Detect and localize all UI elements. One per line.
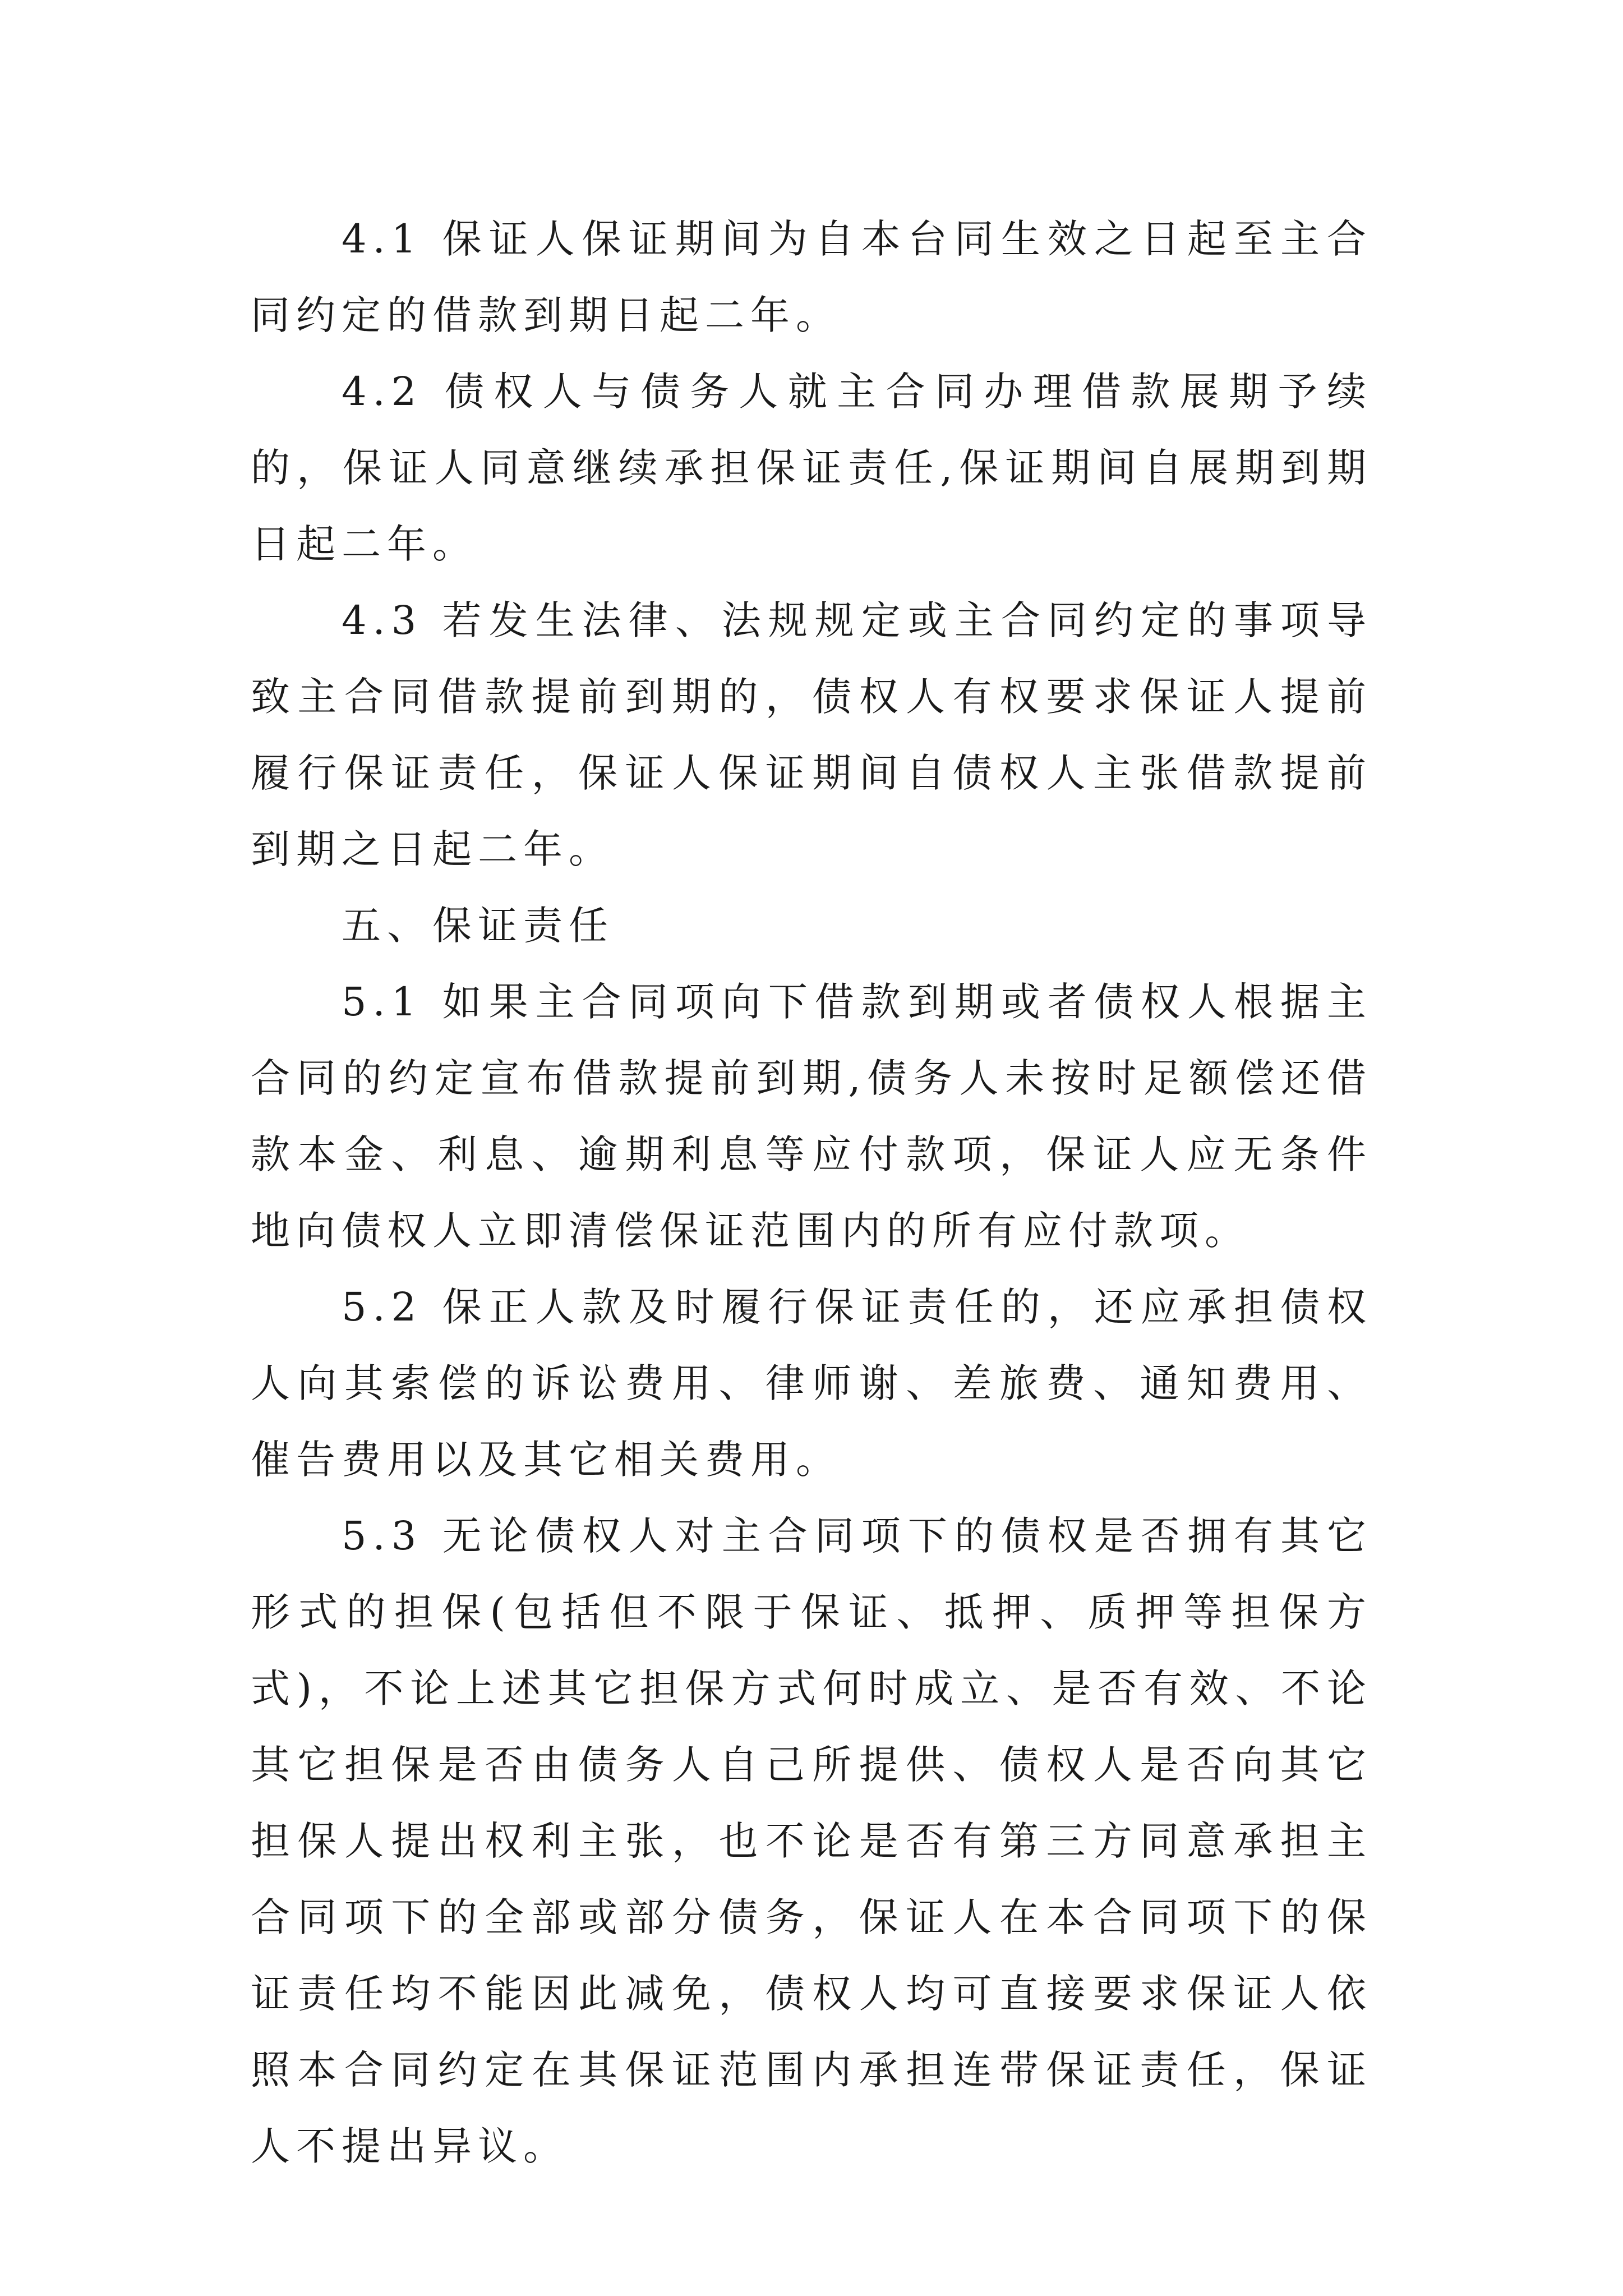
paragraph-5-3: 5.3 无论债权人对主合同项下的债权是否拥有其它形式的担保(包括但不限于保证、抵押、质押等担保方式)，不论上述其它担保方式何时成立、是否有效、不论其它担保是否由债务人自己所提供、债权人是否向其它担保人提出权利主张，也不论是否有第三方同意承担主合同项下的全部或部分债务，保证人在本合同项下的保证责任均不能因此减免，债权人均可直接要求保证人依照本合同约定在其保证范围内承担连带保证责任，保证人不提出异议。: [251, 1513, 1372, 2169]
paragraph-4-1: 4.1 保证人保证期间为自本台同生效之日起至主合同约定的借款到期日起二年。: [251, 216, 1372, 338]
section-heading-5: 五、保证责任: [342, 903, 614, 949]
paragraph-4-2: 4.2 债权人与债务人就主合同办理借款展期予续的，保证人同意继续承担保证责任,保证期间自展期到期日起二年。: [251, 369, 1372, 567]
paragraph-4-3: 4.3 若发生法律、法规规定或主合同约定的事项导致主合同借款提前到期的，债权人有权要求保证人提前履行保证责任，保证人保证期间自债权人主张借款提前到期之日起二年。: [251, 597, 1372, 872]
document-body: [251, 201, 1372, 2184]
paragraph-5-1: 5.1 如果主合同项向下借款到期或者债权人根据主合同的约定宣布借款提前到期,债务人未按时足额偿还借款本金、利息、逾期利息等应付款项，保证人应无条件地向债权人立即清偿保证范围内的所有应付款项。: [251, 979, 1372, 1254]
paragraph-5-2: 5.2 保正人款及时履行保证责任的，还应承担债权人向其索偿的诉讼费用、律师谢、差旅费、通知费用、催告费用以及其它相关费用。: [251, 1284, 1372, 1483]
